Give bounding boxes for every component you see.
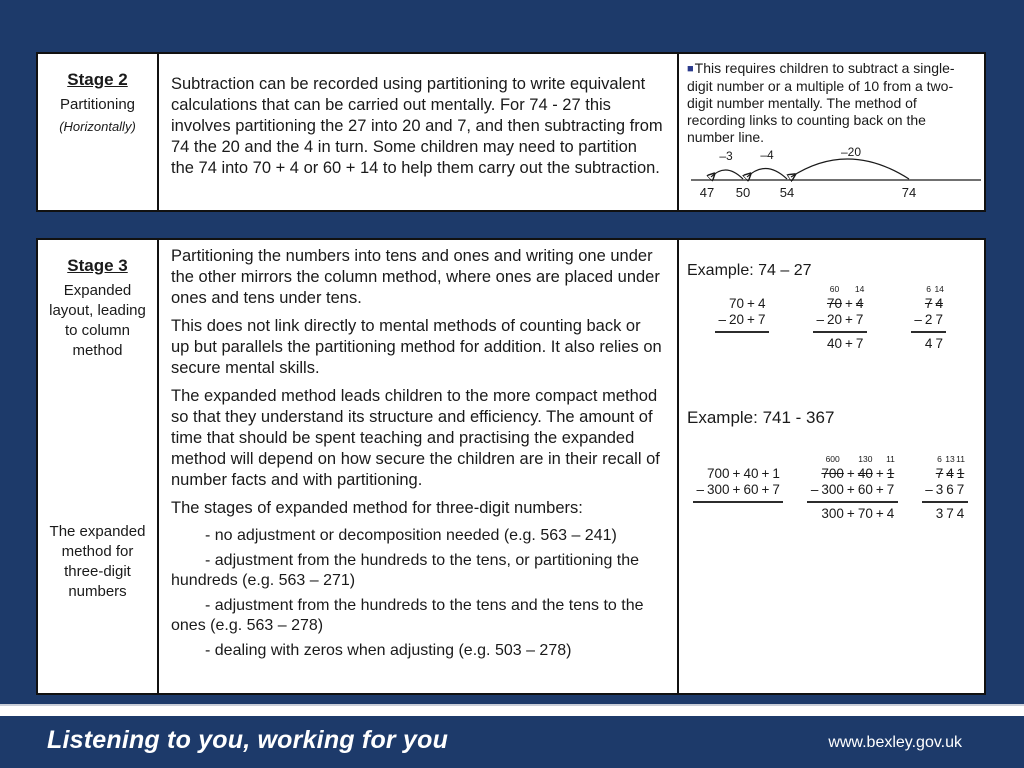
working-row-top	[693, 466, 783, 482]
carry-digit: 6	[937, 454, 942, 464]
number-line-point: 50	[735, 185, 751, 200]
math-token: –	[718, 312, 727, 327]
math-token: 7	[935, 312, 943, 327]
stage3-label-cell	[38, 240, 157, 693]
math-token: 4 13	[945, 454, 955, 481]
number-line-point: 47	[699, 185, 715, 200]
math-token: 40	[826, 336, 842, 351]
stage3-table	[36, 238, 986, 695]
working-row-result	[911, 333, 947, 352]
stage3-paragraph-1: Partitioning the numbers into tens and ones and writing one under the other mirrors the column method, where ones are placed under ones and tens under tens.	[171, 247, 660, 307]
subtraction-working	[813, 284, 867, 352]
working-row-minus	[693, 482, 783, 503]
math-token: 7	[886, 482, 895, 497]
math-token: 40 130	[857, 454, 873, 481]
subtraction-working	[911, 284, 947, 352]
math-token: 4	[956, 506, 965, 521]
carry-digit: 60	[829, 284, 840, 294]
jump-arc-minus4	[747, 168, 787, 179]
math-token: 300	[707, 482, 730, 497]
math-token: 3	[935, 506, 944, 521]
working-row-minus	[807, 482, 897, 503]
stage3-examples-cell	[677, 240, 984, 693]
working-row-minus	[922, 482, 968, 503]
math-token: +	[761, 482, 770, 497]
math-token: 7	[935, 336, 943, 351]
working-row-result	[922, 503, 968, 522]
number-line-point: 74	[901, 185, 917, 200]
math-token: –	[925, 482, 933, 497]
math-token: 70	[857, 506, 873, 521]
stage2-subtitle: Partitioning	[59, 96, 136, 113]
square-bullet-icon: ■	[687, 63, 694, 75]
math-token: +	[846, 506, 855, 521]
working-row-result	[807, 503, 897, 522]
math-token: 2	[924, 312, 933, 327]
math-token: 7	[946, 506, 954, 521]
working-row-top	[715, 296, 769, 312]
stage2-note: (Horizontally)	[59, 119, 136, 134]
subtraction-working	[715, 296, 769, 333]
math-token: +	[875, 506, 884, 521]
working-row-top	[807, 454, 897, 482]
stage3-paragraph-3: The expanded method leads children to the more compact method so that they understand its structure and efficiency. The amount of time that should be spent teaching and practising the expanded method will depend on how secure the children are in their recall of number facts and with partitioning.	[171, 387, 660, 489]
stage3-subtitle: Expanded layout, leading to column method	[49, 282, 146, 359]
carry-digit: 14	[854, 284, 865, 294]
stage2-sidenote-text: This requires children to subtract a single-digit number or a multiple of 10 from a two-digit number mentally. The method of recording links to counting back on the number line.	[687, 60, 955, 145]
math-token: 700	[707, 466, 730, 481]
math-token: 4 14	[854, 284, 865, 311]
math-token: 300	[821, 506, 844, 521]
working-row-top	[911, 284, 947, 312]
stage-item-3: - adjustment from the hundreds to the tens and the tens to the ones (e.g. 563 – 278)	[171, 597, 644, 634]
working-row-top	[922, 454, 968, 482]
carry-digit: 600	[825, 454, 840, 464]
subtraction-working	[807, 454, 897, 522]
math-token: 1 11	[886, 454, 895, 481]
math-token: 70 60	[826, 284, 842, 311]
math-token: 7	[956, 482, 965, 497]
math-token: +	[761, 466, 770, 481]
subtraction-working	[693, 466, 783, 503]
math-token: 4 14	[934, 284, 944, 311]
jump-arc-minus20	[791, 159, 909, 179]
math-token: 40	[743, 466, 759, 481]
footer-slogan: Listening to you, working for you	[47, 726, 449, 754]
math-token: 4	[924, 336, 933, 351]
math-token: 1	[772, 466, 780, 481]
stage3-description-cell	[157, 240, 677, 693]
math-token: +	[732, 482, 741, 497]
stage2-label-cell	[38, 54, 157, 210]
math-token: 20	[826, 312, 842, 327]
math-token: +	[875, 482, 884, 497]
stage-item-4: - dealing with zeros when adjusting (e.g. 503 – 278)	[205, 642, 572, 659]
math-token: 7	[757, 312, 766, 327]
math-token: 4	[757, 296, 766, 311]
math-token: 700 600	[821, 454, 844, 481]
carry-digit: 11	[886, 454, 895, 464]
math-token: 1 11	[956, 454, 965, 481]
math-token: –	[914, 312, 922, 327]
stage3-paragraph-2: This does not link directly to mental methods of counting back or up but parallels the partitioning method for addition. It also relies on secure mental skills.	[171, 317, 662, 377]
math-token: 4	[886, 506, 895, 521]
stage2-description: Subtraction can be recorded using partitioning to write equivalent calculations that can be carried out mentally. For 74 - 27 this involves partitioning the 27 into 20 and 7, and then subtracting from 74 the 20 and the 4 in turn. Some children may need to partition the 74 into 70 + 4 or 60 + 14 to help them carry out the subtraction.	[171, 75, 663, 177]
jump-arc-minus3	[711, 170, 743, 179]
math-token: 7	[772, 482, 780, 497]
example2-workings	[693, 450, 968, 522]
stages-header: The stages of expanded method for three-digit numbers:	[171, 499, 583, 517]
math-token: –	[696, 482, 705, 497]
number-line-point: 54	[779, 185, 795, 200]
carry-digit: 11	[956, 454, 965, 464]
stage2-sidenote-cell	[677, 54, 984, 210]
math-token: +	[845, 336, 853, 351]
stage2-table	[36, 52, 986, 212]
math-token: 70	[729, 296, 745, 311]
carry-digit: 6	[926, 284, 932, 294]
math-token: +	[845, 296, 853, 311]
stage2-title: Stage 2	[67, 70, 128, 89]
footer-divider-strip	[0, 704, 1024, 716]
math-token: 6	[946, 482, 954, 497]
math-token: +	[747, 296, 755, 311]
stage-item-1: - no adjustment or decomposition needed (e.g. 563 – 241)	[205, 527, 617, 544]
footer-website-url: www.bexley.gov.uk	[828, 734, 962, 751]
stage3-title: Stage 3	[67, 256, 128, 275]
math-token: 300	[821, 482, 844, 497]
working-row-minus	[715, 312, 769, 333]
math-token: 60	[743, 482, 759, 497]
math-token: 60	[857, 482, 873, 497]
working-row-minus	[813, 312, 867, 333]
jump-label: –20	[840, 146, 862, 159]
math-token: 20	[729, 312, 745, 327]
math-token: 7	[855, 312, 864, 327]
working-row-result	[813, 333, 867, 352]
math-token: +	[875, 466, 884, 481]
example2-label: Example: 741 - 367	[687, 408, 835, 427]
jump-label: –3	[719, 149, 733, 163]
stage2-sidenote	[679, 54, 984, 146]
math-token: +	[732, 466, 741, 481]
stage2-description-cell	[157, 54, 677, 210]
math-token: +	[846, 466, 855, 481]
math-token: 7	[855, 336, 864, 351]
carry-digit: 130	[858, 454, 873, 464]
jump-label: –4	[760, 148, 774, 162]
math-token: +	[846, 482, 855, 497]
math-token: 7 6	[935, 454, 944, 481]
stage3-description	[159, 240, 677, 661]
subtraction-working	[922, 454, 968, 522]
example1-label: Example: 74 – 27	[687, 262, 812, 279]
carry-digit: 13	[945, 454, 955, 464]
stage-item-2: - adjustment from the hundreds to the tens, or partitioning the hundreds (e.g. 563 – 271)	[171, 552, 640, 589]
footer-bar	[0, 716, 1024, 768]
example1-workings	[715, 280, 946, 352]
working-row-top	[813, 284, 867, 312]
working-row-minus	[911, 312, 947, 333]
carry-digit: 14	[934, 284, 944, 294]
math-token: –	[810, 482, 819, 497]
math-token: –	[816, 312, 824, 327]
number-line-diagram	[687, 146, 984, 208]
math-token: +	[845, 312, 853, 327]
math-token: 7 6	[924, 284, 933, 311]
stage3-extra-label: The expanded method for three-digit numbers	[49, 523, 146, 600]
math-token: +	[747, 312, 755, 327]
math-token: 3	[935, 482, 944, 497]
